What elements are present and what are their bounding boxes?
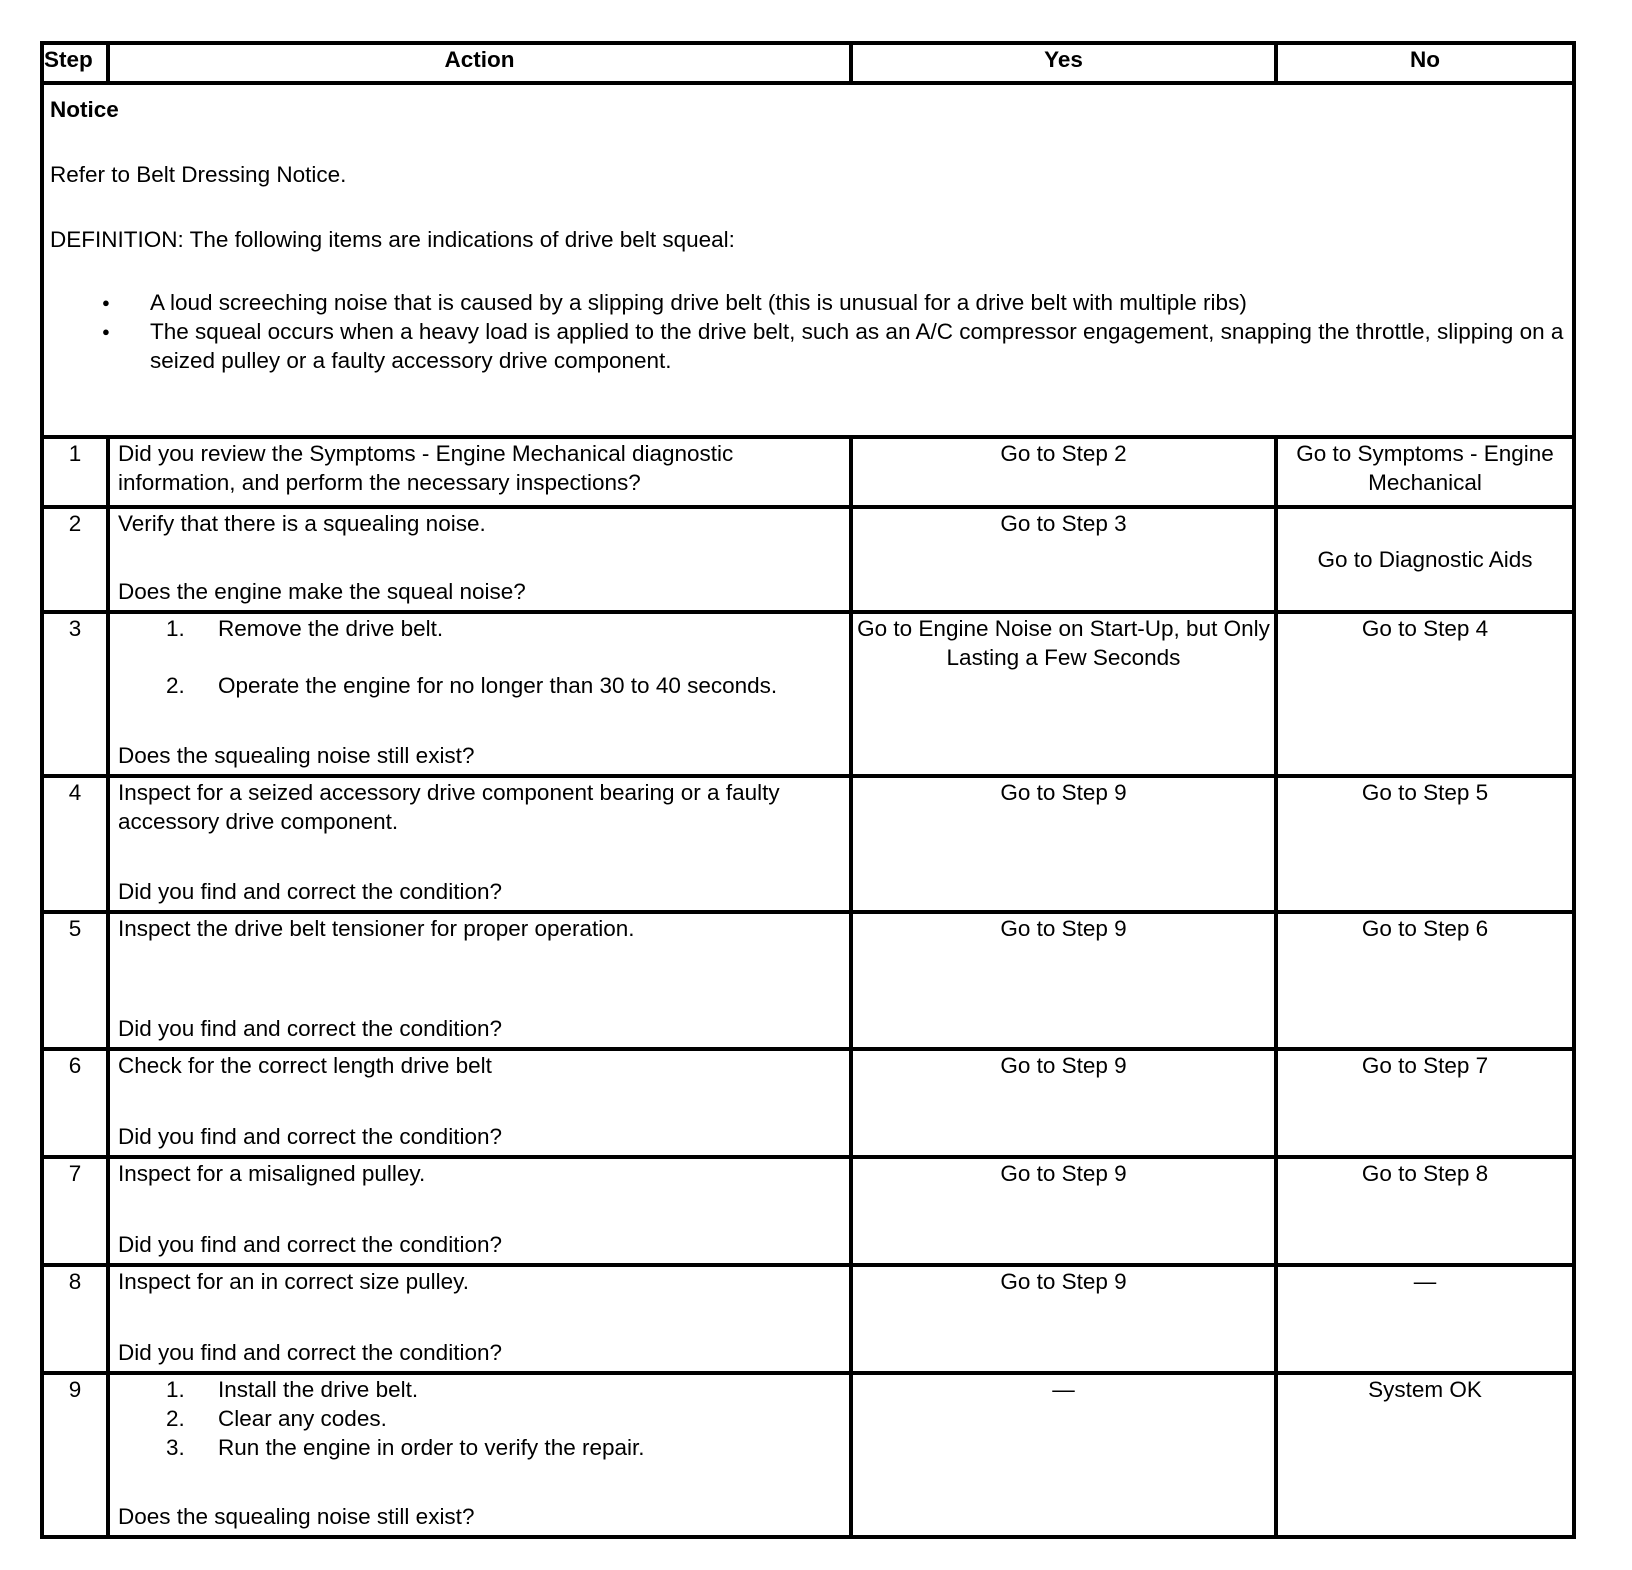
yes-cell: — xyxy=(851,1373,1276,1537)
notice-bullet: ● The squeal occurs when a heavy load is applied to the drive belt, such as an A/C compressor engagement, snapping the throttle, slipping on a seized pulley or a faulty accessory drive component. xyxy=(150,317,1566,375)
action-cell xyxy=(108,507,851,612)
header-yes: Yes xyxy=(851,43,1276,83)
action-question: Does the squealing noise still exist? xyxy=(118,1504,475,1529)
list-item: 2. Clear any codes. xyxy=(166,1406,387,1431)
list-item: 1. Remove the drive belt. xyxy=(166,616,444,641)
no-cell: Go to Step 7 xyxy=(1276,1049,1574,1157)
step-number: 7 xyxy=(42,1157,108,1265)
action-text: Inspect the drive belt tensioner for proper operation. xyxy=(118,916,635,941)
notice-refer: Refer to Belt Dressing Notice. xyxy=(50,162,347,187)
yes-cell: Go to Step 9 xyxy=(851,1157,1276,1265)
list-item: 3. Run the engine in order to verify the repair. xyxy=(166,1435,645,1460)
diagnostic-table xyxy=(40,41,1576,1539)
action-cell xyxy=(108,1373,851,1537)
action-list xyxy=(118,1375,841,1462)
action-text: Inspect for a misaligned pulley. xyxy=(118,1161,426,1186)
table-row xyxy=(42,1049,1574,1157)
yes-cell: Go to Step 3 xyxy=(851,507,1276,612)
no-cell: Go to Step 4 xyxy=(1276,612,1574,776)
action-text: Inspect for an in correct size pulley. xyxy=(118,1269,469,1294)
action-cell xyxy=(108,912,851,1049)
table-row xyxy=(42,1157,1574,1265)
action-list xyxy=(118,614,841,700)
action-text: Verify that there is a squealing noise. xyxy=(118,511,486,536)
table-row xyxy=(42,612,1574,776)
action-question: Does the squealing noise still exist? xyxy=(118,743,475,768)
step-number: 5 xyxy=(42,912,108,1049)
action-cell xyxy=(108,437,851,507)
notice-cell xyxy=(42,83,1574,437)
notice-title: Notice xyxy=(50,97,119,122)
table-row xyxy=(42,1373,1574,1537)
yes-cell: Go to Engine Noise on Start-Up, but Only Lasting a Few Seconds xyxy=(851,612,1276,776)
table-row xyxy=(42,1265,1574,1373)
step-number: 8 xyxy=(42,1265,108,1373)
action-text: Check for the correct length drive belt xyxy=(118,1053,492,1078)
list-item: 2. Operate the engine for no longer than 30 to 40 seconds. xyxy=(166,673,778,698)
step-number: 9 xyxy=(42,1373,108,1537)
no-cell: Go to Step 5 xyxy=(1276,776,1574,912)
header-no: No xyxy=(1276,43,1574,83)
step-number: 2 xyxy=(42,507,108,612)
action-question: Did you find and correct the condition? xyxy=(118,1232,502,1257)
action-question: Did you find and correct the condition? xyxy=(118,1016,502,1041)
notice-bullet-list xyxy=(50,288,1566,375)
action-cell xyxy=(108,776,851,912)
step-number: 1 xyxy=(42,437,108,507)
header-step: Step xyxy=(42,43,108,83)
table-row xyxy=(42,507,1574,612)
table-row xyxy=(42,776,1574,912)
no-cell: System OK xyxy=(1276,1373,1574,1537)
table-row xyxy=(42,912,1574,1049)
table-row xyxy=(42,437,1574,507)
header-row xyxy=(42,43,1574,83)
no-cell: Go to Step 6 xyxy=(1276,912,1574,1049)
list-item: 1. Install the drive belt. xyxy=(166,1377,419,1402)
no-cell: Go to Diagnostic Aids xyxy=(1276,507,1574,612)
step-number: 4 xyxy=(42,776,108,912)
action-cell xyxy=(108,612,851,776)
notice-row xyxy=(42,83,1574,437)
yes-cell: Go to Step 9 xyxy=(851,776,1276,912)
yes-cell: Go to Step 2 xyxy=(851,437,1276,507)
action-question: Does the engine make the squeal noise? xyxy=(118,579,526,604)
notice-definition: DEFINITION: The following items are indications of drive belt squeal: xyxy=(50,227,735,252)
action-question: Did you find and correct the condition? xyxy=(118,1340,502,1365)
no-cell: — xyxy=(1276,1265,1574,1373)
action-cell xyxy=(108,1157,851,1265)
action-cell xyxy=(108,1049,851,1157)
yes-cell: Go to Step 9 xyxy=(851,912,1276,1049)
header-action: Action xyxy=(108,43,851,83)
no-cell: Go to Step 8 xyxy=(1276,1157,1574,1265)
action-question: Did you find and correct the condition? xyxy=(118,879,502,904)
action-question: Did you find and correct the condition? xyxy=(118,1124,502,1149)
action-text: Did you review the Symptoms - Engine Mechanical diagnostic information, and perform the necessary inspections? xyxy=(118,441,734,495)
notice-bullet: ● A loud screeching noise that is caused by a slipping drive belt (this is unusual for a drive belt with multiple ribs) xyxy=(150,288,1566,317)
yes-cell: Go to Step 9 xyxy=(851,1049,1276,1157)
step-number: 3 xyxy=(42,612,108,776)
yes-cell: Go to Step 9 xyxy=(851,1265,1276,1373)
action-cell xyxy=(108,1265,851,1373)
no-cell: Go to Symptoms - Engine Mechanical xyxy=(1276,437,1574,507)
step-number: 6 xyxy=(42,1049,108,1157)
action-text: Inspect for a seized accessory drive component bearing or a faulty accessory drive component. xyxy=(118,780,780,834)
